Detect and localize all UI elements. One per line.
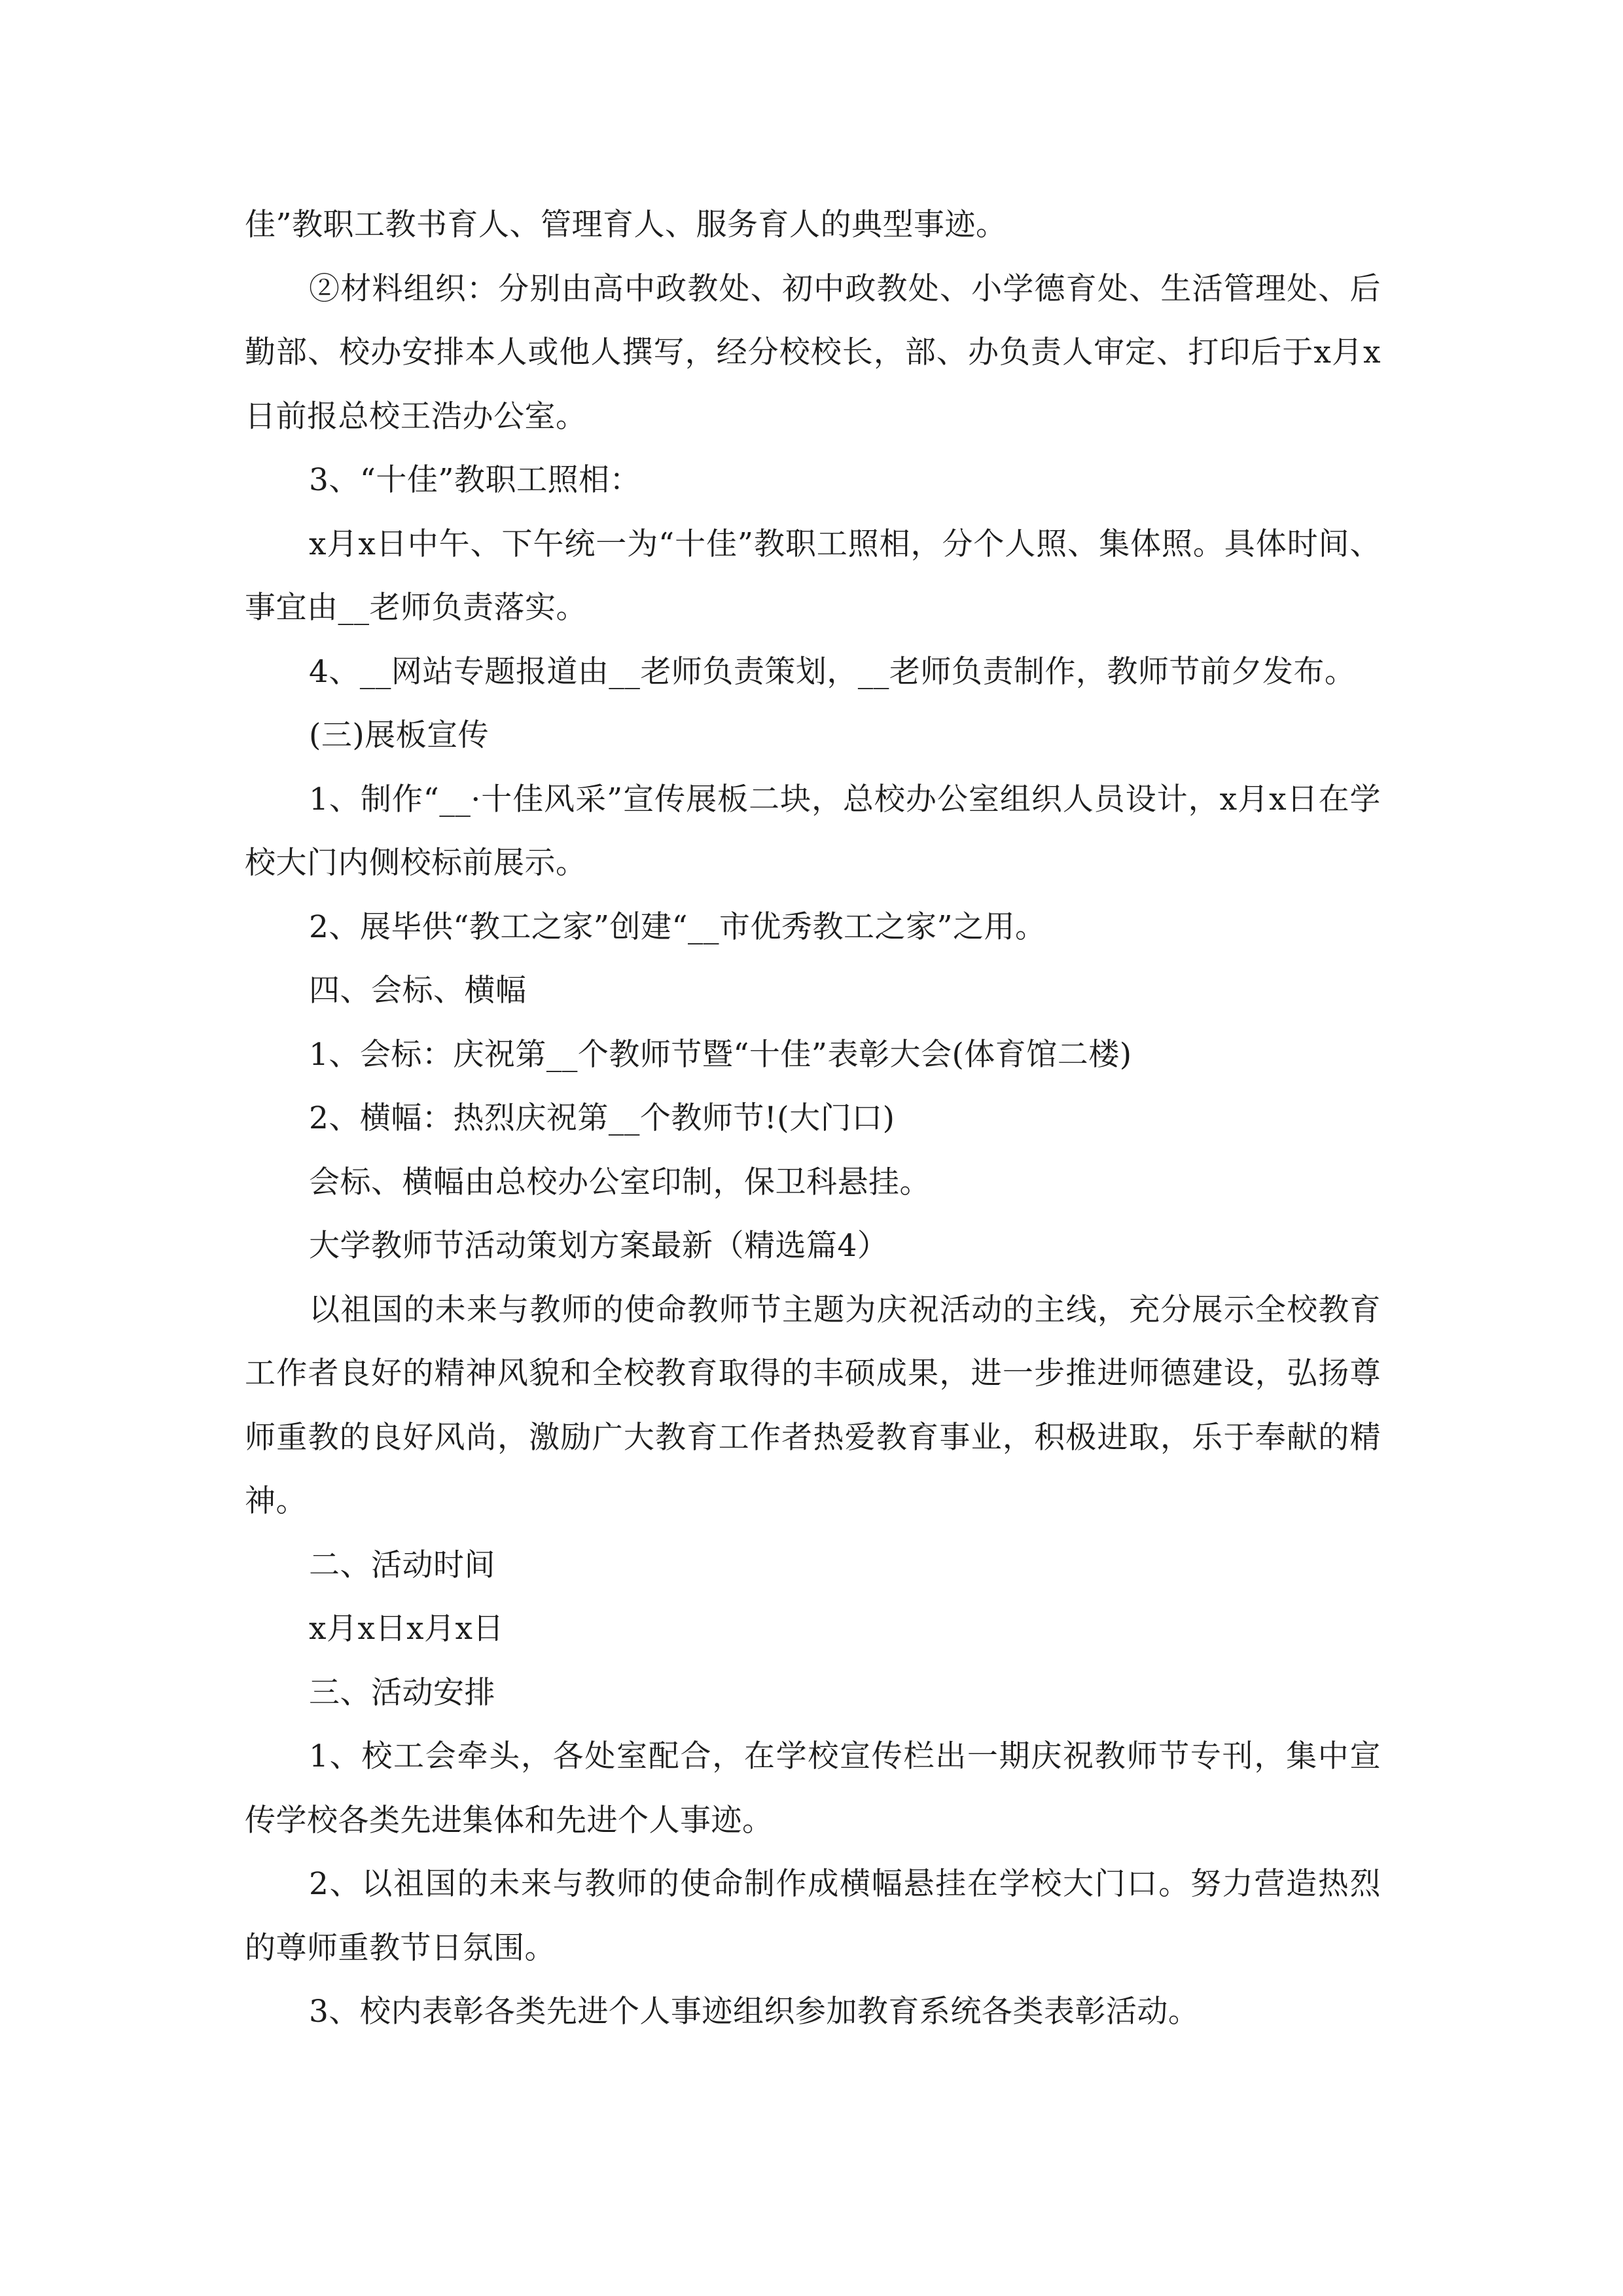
paragraph-7: 1、制作“__·十佳风采”宣传展板二块，总校办公室组织人员设计，x月x日在学校大门内侧校标前展示。 [245,781,1381,881]
paragraph-11: 2、横幅：热烈庆祝第__个教师节!(大门口) [309,1100,895,1136]
paragraph-8: 2、展毕供“教工之家”创建“__市优秀教工之家”之用。 [309,908,1046,945]
document-body [245,193,1381,2044]
section-heading-time: 二、活动时间 [309,1547,495,1583]
section-heading-arrangement: 三、活动安排 [309,1674,495,1711]
paragraph-3: 3、“十佳”教职工照相： [309,462,641,498]
paragraph-4: x月x日中午、下午统一为“十佳”教职工照相，分个人照、集体照。具体时间、事宜由__老师负责落实。 [245,526,1381,626]
section-heading-exhibition: (三)展板宣传 [309,717,490,753]
section-title-part-4: 大学教师节活动策划方案最新（精选篇4） [309,1228,889,1264]
paragraph-18: 1、校工会牵头，各处室配合，在学校宣传栏出一期庆祝教师节专刊，集中宣传学校各类先进集体和先进个人事迹。 [245,1738,1381,1839]
paragraph-5: 4、__网站专题报道由__老师负责策划，__老师负责制作，教师节前夕发布。 [309,653,1356,690]
paragraph-1: 佳”教职工教书育人、管理育人、服务育人的典型事迹。 [245,207,1007,243]
section-heading-banners: 四、会标、横幅 [309,973,527,1009]
paragraph-10: 1、会标：庆祝第__个教师节暨“十佳”表彰大会(体育馆二楼) [309,1036,1132,1073]
paragraph-20: 3、校内表彰各类先进个人事迹组织参加教育系统各类表彰活动。 [309,1994,1200,2030]
paragraph-12: 会标、横幅由总校办公室印制，保卫科悬挂。 [309,1164,931,1200]
paragraph-19: 2、以祖国的未来与教师的使命制作成横幅悬挂在学校大门口。努力营造热烈的尊师重教节日氛围。 [245,1866,1381,1966]
paragraph-2: ②材料组织：分别由高中政教处、初中政教处、小学德育处、生活管理处、后勤部、校办安排本人或他人撰写，经分校校长，部、办负责人审定、打印后于x月x日前报总校王浩办公室。 [245,270,1381,435]
paragraph-14: 以祖国的未来与教师的使命教师节主题为庆祝活动的主线，充分展示全校教育工作者良好的精神风貌和全校教育取得的丰硕成果，进一步推进师德建设，弘扬尊师重教的良好风尚，激励广大教育工作者热爱教育事业，积极进取，乐于奉献的精神。 [245,1291,1381,1519]
paragraph-16: x月x日x月x日 [309,1611,505,1647]
